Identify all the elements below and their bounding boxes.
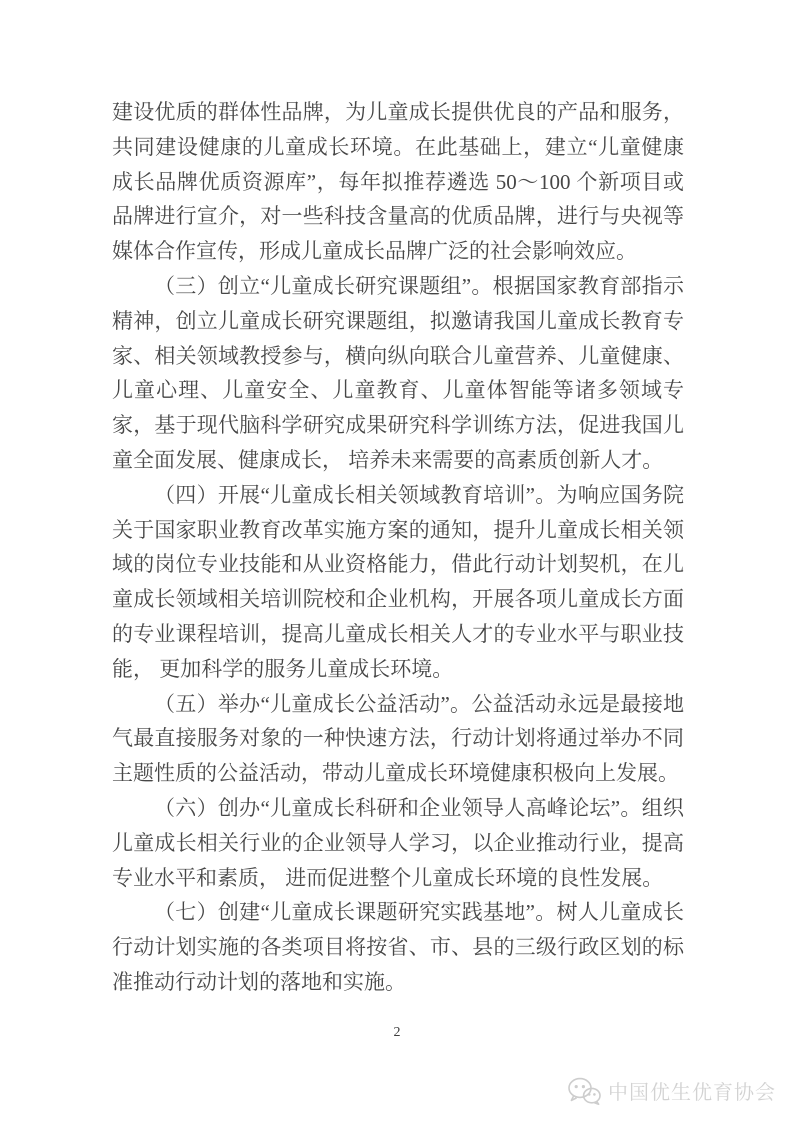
paragraph: （七）创建“儿童成长课题研究实践基地”。树人儿童成长行动计划实施的各类项目将按省、市、县的三级行政区划的标准推动行动计划的落地和实施。: [112, 900, 684, 994]
paragraph: 建设优质的群体性品牌，为儿童成长提供优良的产品和服务，共同建设健康的儿童成长环境。在此基础上，建立“儿童健康成长品牌优质资源库”，每年拟推荐遴选 50～100 个新项目或品牌进行宣介，对一些科技含量高的优质品牌，进行与央视等媒体合作宣传，形成儿童成长品牌广泛的社会影响效应。: [112, 100, 684, 264]
paragraph: （四）开展“儿童成长相关领域教育培训”。为响应国务院关于国家职业教育改革实施方案的通知，提升儿童成长相关领域的岗位专业技能和从业资格能力，借此行动计划契机，在儿童成长领域相关培训院校和企业机构，开展各项儿童成长方面的专业课程培训，提高儿童成长相关人才的专业水平与职业技能， 更加科学的服务儿童成长环境。: [112, 482, 684, 681]
watermark: [567, 1076, 776, 1105]
paragraph: （五）举办“儿童成长公益活动”。公益活动永远是最接地气最直接服务对象的一种快速方法，行动计划将通过举办不同主题性质的公益活动，带动儿童成长环境健康积极向上发展。: [112, 691, 684, 786]
wechat-icon: [567, 1077, 601, 1105]
paragraph: （六）创办“儿童成长科研和企业领导人高峰论坛”。组织儿童成长相关行业的企业领导人学习，以企业推动行业，提高专业水平和素质， 进而促进整个儿童成长环境的良性发展。: [112, 795, 684, 890]
paragraph: （三）创立“儿童成长研究课题组”。根据国家教育部指示精神，创立儿童成长研究课题组，拟邀请我国儿童成长教育专家、相关领域教授参与，横向纵向联合儿童营养、儿童健康、儿童心理、儿童安全、儿童教育、儿童体智能等诸多领域专家，基于现代脑科学研究成果研究科学训练方法，促进我国儿童全面发展、健康成长， 培养未来需要的高素质创新人才。: [112, 273, 684, 472]
document-body: [112, 95, 684, 1000]
watermark-text: 中国优生优育协会: [608, 1082, 776, 1104]
page-number: 2: [393, 1025, 401, 1040]
